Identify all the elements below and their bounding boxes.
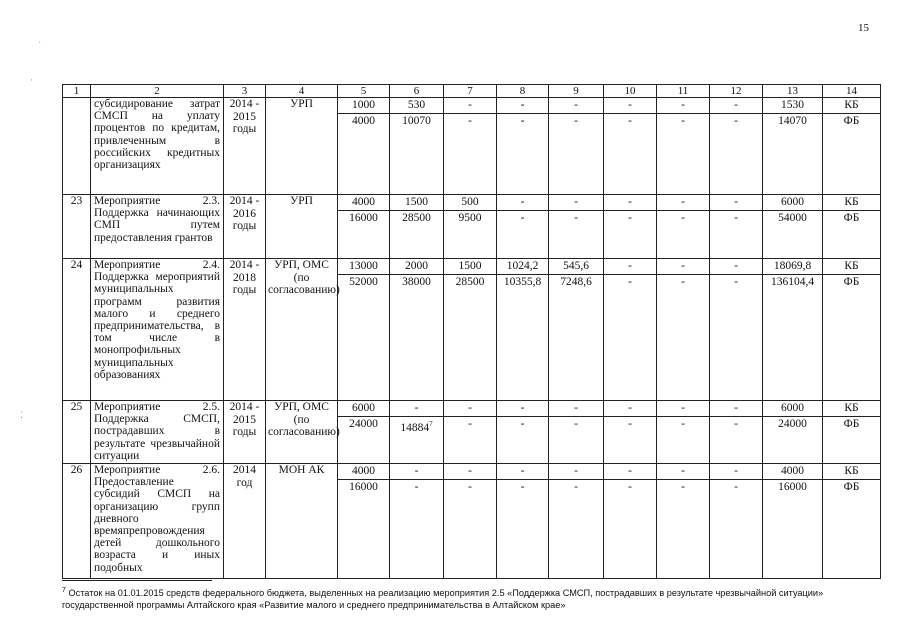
value-cell [390,401,444,464]
value-fb: - [681,115,685,127]
value-fb: 28500 [455,276,485,288]
value-cell [444,464,497,579]
value-cell [444,259,497,401]
value-kb: 1500 [444,259,496,275]
implementation-period: 2014 - 2015 годы [224,401,266,464]
implementation-period: 2014 год [224,464,266,579]
value-cell [549,401,604,464]
value-kb: - [657,195,709,211]
column-header: 2 [91,85,224,98]
value-kb: КБ [823,98,880,114]
value-cell [338,98,390,195]
value-kb: 6000 [763,401,822,417]
value-kb: 4000 [338,195,389,211]
value-fb: 52000 [349,276,378,288]
footnote-divider [62,580,212,581]
value-cell [763,259,823,401]
measure-description: Мероприятие 2.4. Поддержка мероприятий муниципальных программ развития малого и среднего предпринимательства, в том числе в монопрофильных муниципальных образованиях [91,259,224,401]
measure-description: субсидирование затрат СМСП на уплату процентов по кредитам, привлеченным в российских кредитных организациях [91,98,224,195]
value-fb: 16000 [778,481,807,493]
value-cell [604,401,657,464]
footnote-text: Остаток на 01.01.2015 средств федерального бюджета, выделенных на реализацию мероприятия 2.5 «Поддержка СМСП, пострадавших в результате чрезвычайной ситуации» государственной программы Алтайского края «Развитие малого и среднего предпринимательства в Алтайском крае» [62,588,824,611]
value-kb: - [604,464,656,480]
footnote-mark: 7 [62,587,66,594]
value-fb: ФБ [843,276,860,288]
table-header-row [63,85,881,98]
value-fb: - [628,212,632,224]
value-kb: 13000 [338,259,389,275]
value-cell [823,259,881,401]
value-kb: - [604,195,656,211]
value-cell [497,259,549,401]
implementation-period: 2014 - 2015 годы [224,98,266,195]
measure-description: Мероприятие 2.6. Предоставление субсидий СМСП на организацию групп дневного времяпрепровождения детей дошкольного возраста и иных подобных [91,464,224,579]
value-fb: - [520,418,525,430]
value-fb: - [414,481,419,493]
value-kb: - [549,464,603,480]
value-fb: - [681,418,685,430]
value-fb: ФБ [843,115,860,127]
value-fb: 38000 [402,276,431,288]
budget-table [62,84,881,579]
value-kb: - [657,259,709,275]
value-fb: 16000 [349,212,378,224]
value-cell [823,401,881,464]
column-header: 1 [63,85,91,98]
value-cell [604,259,657,401]
value-fb: - [468,115,472,127]
value-kb: - [710,259,762,275]
value-fb: ФБ [843,481,860,493]
value-kb: 500 [444,195,496,211]
implementation-period: 2014 - 2018 годы [224,259,266,401]
value-kb: - [710,401,762,417]
value-fb: 7248,6 [560,276,592,288]
value-cell [657,98,710,195]
value-fb: 10355,8 [503,276,542,288]
value-cell [444,401,497,464]
value-fb: - [574,115,578,127]
column-header: 3 [224,85,266,98]
value-kb: - [444,401,496,417]
value-cell [338,259,390,401]
implementation-period: 2014 - 2016 годы [224,195,266,259]
value-fb: 4000 [352,115,375,127]
value-cell [657,464,710,579]
value-cell [390,464,444,579]
value-cell [710,195,763,259]
value-cell [604,98,657,195]
value-fb: - [468,418,472,430]
value-fb: - [628,418,632,430]
value-cell [763,401,823,464]
value-cell [763,464,823,579]
measure-description: Мероприятие 2.3. Поддержка начинающих СМП путем предоставления грантов [91,195,224,259]
value-fb: 136104,4 [770,276,815,288]
value-kb: - [657,98,709,114]
value-cell [604,195,657,259]
value-cell [549,98,604,195]
value-fb: - [628,115,632,127]
column-header: 4 [266,85,338,98]
value-kb: - [657,464,709,480]
value-fb: - [574,212,578,224]
value-fb: 14884$^7$ [400,420,433,434]
column-header: 6 [390,85,444,98]
value-kb: - [497,464,548,480]
value-fb: - [520,481,525,493]
value-fb: - [520,115,525,127]
value-cell [497,401,549,464]
value-kb: - [710,464,762,480]
value-kb: - [657,401,709,417]
column-header: 7 [444,85,497,98]
value-fb: 9500 [458,212,482,224]
footnote [62,585,882,611]
row-number: 25 [63,401,91,464]
value-fb: - [468,481,472,493]
value-fb: - [734,212,738,224]
value-cell [338,195,390,259]
table-body [63,98,881,579]
measure-description: Мероприятие 2.5. Поддержка СМСП, пострадавших в результате чрезвычайной ситуации [91,401,224,464]
column-header: 13 [763,85,823,98]
value-fb: - [574,418,578,430]
value-kb: - [604,259,656,275]
value-kb: - [444,464,496,480]
table-row [63,259,881,401]
value-cell [444,98,497,195]
value-fb: - [574,481,578,493]
margin-mark: ⁚ [20,410,23,420]
value-cell [823,195,881,259]
table-row [63,98,881,195]
value-kb: 6000 [338,401,389,417]
value-cell [710,464,763,579]
page-number: 15 [858,22,869,34]
table-row [63,401,881,464]
value-cell [338,401,390,464]
value-kb: - [497,195,548,211]
value-kb: - [604,401,656,417]
value-kb: - [710,98,762,114]
value-cell [390,98,444,195]
value-fb: 16000 [349,481,378,493]
value-fb: - [681,481,685,493]
value-kb: 1530 [763,98,822,114]
value-cell [763,195,823,259]
value-cell [657,195,710,259]
column-header: 9 [549,85,604,98]
value-kb: - [497,401,548,417]
value-fb: - [734,115,738,127]
value-kb: 18069,8 [763,259,822,275]
value-fb: - [628,481,632,493]
value-fb: 54000 [778,212,807,224]
column-header: 11 [657,85,710,98]
value-kb: 1024,2 [497,259,548,275]
value-fb: - [734,276,738,288]
row-number [63,98,91,195]
value-kb: 2000 [390,259,443,275]
value-fb: - [520,212,525,224]
value-kb: КБ [823,195,880,211]
value-kb: 1500 [390,195,443,211]
value-kb: - [549,401,603,417]
margin-mark: · [30,75,33,85]
row-number: 24 [63,259,91,401]
value-kb: - [710,195,762,211]
value-fb: - [681,276,685,288]
value-kb: 1000 [338,98,389,114]
value-fb: 14070 [778,115,807,127]
value-cell [497,464,549,579]
value-kb: 530 [390,98,443,114]
value-cell [657,259,710,401]
row-number: 26 [63,464,91,579]
column-header: 14 [823,85,881,98]
value-kb: КБ [823,464,880,480]
value-kb: - [390,464,443,480]
executor: УРП [266,195,338,259]
value-kb: 545,6 [549,259,603,275]
value-kb: - [497,98,548,114]
value-cell [710,98,763,195]
value-kb: КБ [823,401,880,417]
value-cell [823,464,881,579]
executor: УРП, ОМС (по согласованию) [266,259,338,401]
value-cell [549,464,604,579]
margin-mark: ´ [38,40,41,50]
value-kb: - [444,98,496,114]
value-fb: ФБ [843,212,860,224]
value-fb: 10070 [402,115,431,127]
table-row [63,464,881,579]
value-fb: ФБ [843,418,860,430]
value-kb: - [604,98,656,114]
value-kb: - [390,401,443,417]
row-number: 23 [63,195,91,259]
value-cell [549,259,604,401]
value-cell [390,259,444,401]
value-cell [604,464,657,579]
value-cell [497,195,549,259]
column-header: 8 [497,85,549,98]
executor: УРП [266,98,338,195]
value-fb: 28500 [402,212,431,224]
value-cell [390,195,444,259]
value-fb: 24000 [778,418,807,430]
executor: УРП, ОМС (по согласованию) [266,401,338,464]
value-kb: - [549,98,603,114]
value-fb: - [734,418,738,430]
table-row [63,195,881,259]
value-cell [444,195,497,259]
value-fb: - [628,276,632,288]
value-cell [657,401,710,464]
value-kb: 4000 [763,464,822,480]
value-cell [338,464,390,579]
value-cell [549,195,604,259]
footnote-reference: 7 [429,420,433,428]
value-fb: - [734,481,738,493]
column-header: 12 [710,85,763,98]
value-fb: - [681,212,685,224]
value-kb: КБ [823,259,880,275]
value-cell [710,401,763,464]
value-cell [823,98,881,195]
value-cell [497,98,549,195]
value-kb: 4000 [338,464,389,480]
value-fb: 24000 [349,418,378,430]
value-kb: - [549,195,603,211]
value-cell [763,98,823,195]
executor: МОН АК [266,464,338,579]
value-kb: 6000 [763,195,822,211]
column-header: 5 [338,85,390,98]
value-cell [710,259,763,401]
column-header: 10 [604,85,657,98]
